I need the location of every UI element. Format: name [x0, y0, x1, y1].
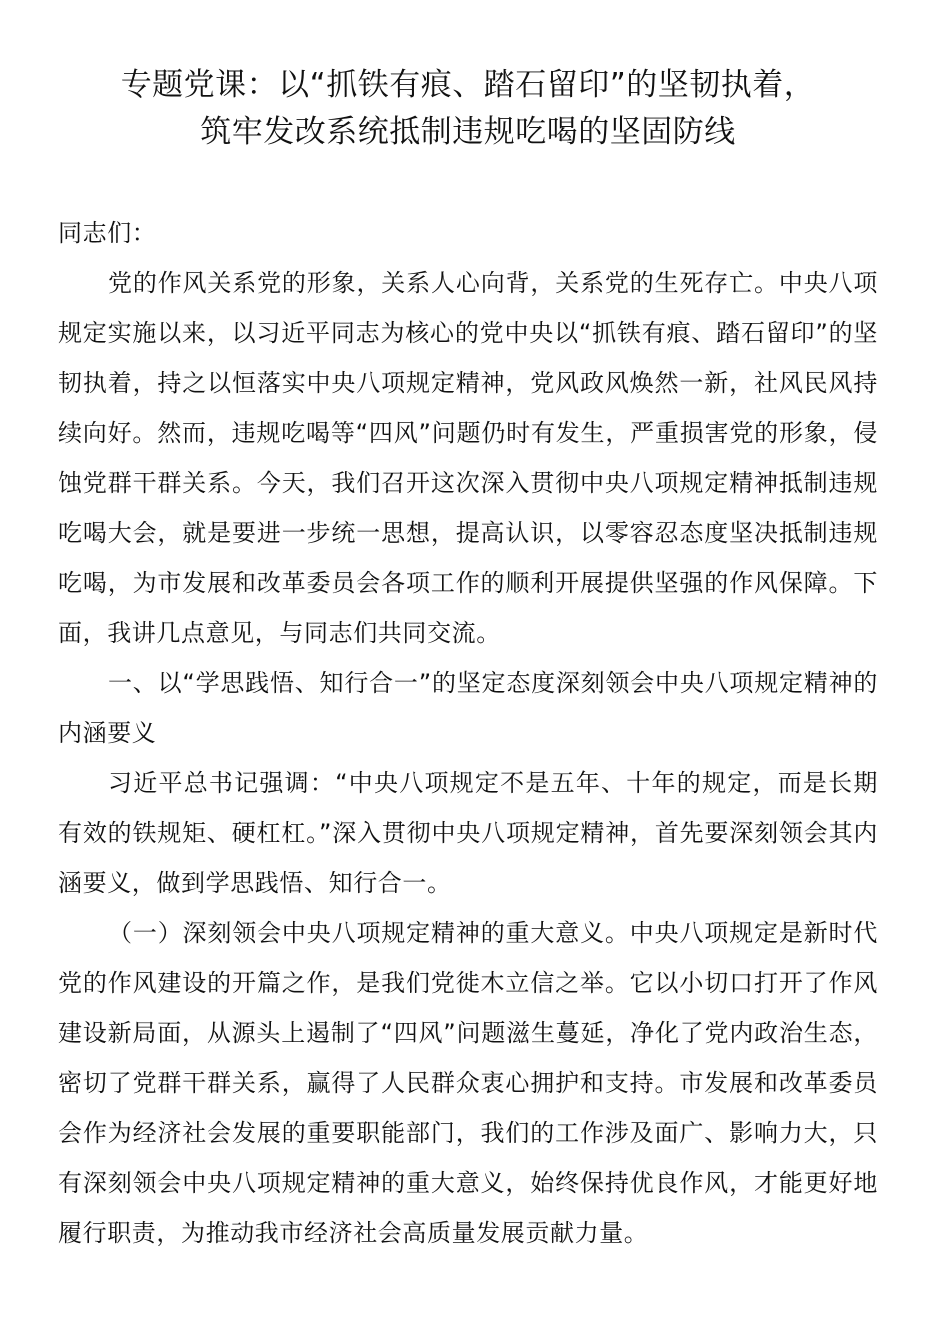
document-title — [58, 62, 878, 156]
greeting: 同志们： — [58, 219, 157, 247]
title-line-1: 专题党课：以“抓铁有痕、踏石留印”的坚韧执着， — [120, 67, 816, 103]
paragraph-quote: 习近平总书记强调：“中央八项规定不是五年、十年的规定，而是长期有效的铁规矩、硬杠杠。”深入贯彻中央八项规定精神，首先要深刻领会其内涵要义，做到学思践悟、知行合一。 — [58, 769, 878, 897]
section-heading-1: 一、以“学思践悟、知行合一”的坚定态度深刻领会中央八项规定精神的内涵要义 — [58, 669, 878, 747]
document-body — [58, 208, 878, 1258]
paragraph-intro: 党的作风关系党的形象，关系人心向背，关系党的生死存亡。中央八项规定实施以来，以习近平同志为核心的党中央以“抓铁有痕、踏石留印”的坚韧执着，持之以恒落实中央八项规定精神，党风政风焕然一新，社风民风持续向好。然而，违规吃喝等“四风”问题仍时有发生，严重损害党的形象，侵蚀党群干群关系。今天，我们召开这次深入贯彻中央八项规定精神抵制违规吃喝大会，就是要进一步统一思想，提高认识，以零容忍态度坚决抵制违规吃喝，为市发展和改革委员会各项工作的顺利开展提供坚强的作风保障。下面，我讲几点意见，与同志们共同交流。 — [58, 269, 878, 647]
title-line-2: 筑牢发改系统抵制违规吃喝的坚固防线 — [200, 114, 736, 150]
paragraph-subsection-1: （一）深刻领会中央八项规定精神的重大意义。中央八项规定是新时代党的作风建设的开篇之作，是我们党徙木立信之举。它以小切口打开了作风建设新局面，从源头上遏制了“四风”问题滋生蔓延，净化了党内政治生态，密切了党群干群关系，赢得了人民群众衷心拥护和支持。市发展和改革委员会作为经济社会发展的重要职能部门，我们的工作涉及面广、影响力大，只有深刻领会中央八项规定精神的重大意义，始终保持优良作风，才能更好地履行职责，为推动我市经济社会高质量发展贡献力量。 — [58, 919, 878, 1247]
